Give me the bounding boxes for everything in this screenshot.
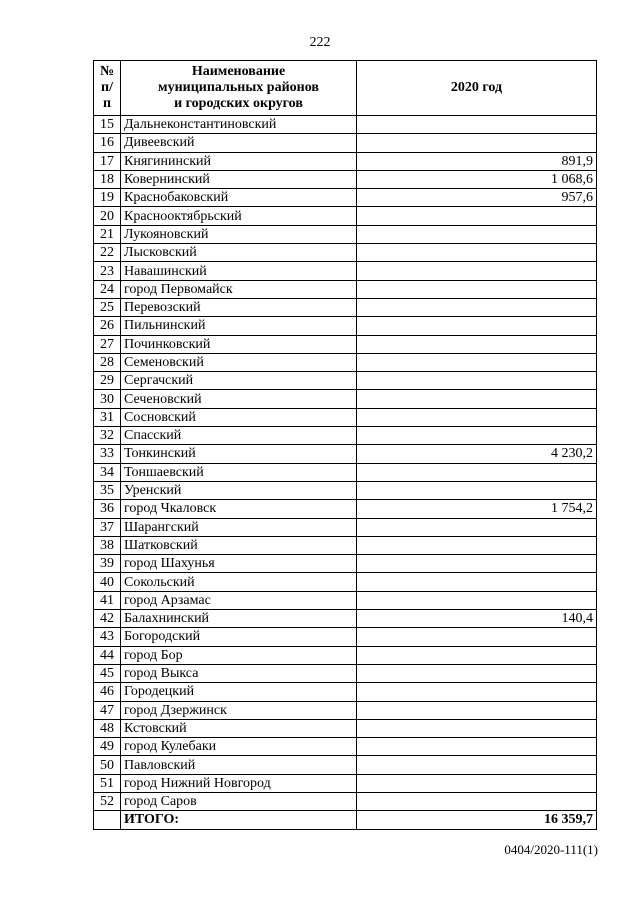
district-name: Спасский: [121, 427, 357, 445]
value-2020: 957,6: [357, 189, 597, 207]
table-row: [94, 792, 597, 810]
row-number: 52: [94, 792, 121, 810]
table-row: [94, 152, 597, 170]
district-name: город Арзамас: [121, 591, 357, 609]
row-number: 31: [94, 408, 121, 426]
value-2020: [357, 683, 597, 701]
row-number: 24: [94, 280, 121, 298]
table-row: [94, 134, 597, 152]
value-2020: [357, 353, 597, 371]
table-row: [94, 353, 597, 371]
table-row: [94, 573, 597, 591]
table-header-row: [94, 61, 597, 116]
district-name: Кстовский: [121, 719, 357, 737]
value-2020: [357, 774, 597, 792]
table-row: [94, 500, 597, 518]
table-row: [94, 738, 597, 756]
table-row: [94, 189, 597, 207]
table-row: [94, 317, 597, 335]
district-name: город Выкса: [121, 664, 357, 682]
value-2020: [357, 298, 597, 316]
value-2020: [357, 738, 597, 756]
row-number: 37: [94, 518, 121, 536]
district-name: Перевозский: [121, 298, 357, 316]
table-row: [94, 518, 597, 536]
table-row: [94, 756, 597, 774]
district-name: Лысковский: [121, 244, 357, 262]
table-row: [94, 536, 597, 554]
table-body: [94, 116, 597, 830]
document-code: 0404/2020-111(1): [504, 842, 598, 857]
district-name: Княгининский: [121, 152, 357, 170]
row-number: 46: [94, 683, 121, 701]
table-row: [94, 280, 597, 298]
value-2020: [357, 244, 597, 262]
header-number-text: № п/п: [99, 64, 115, 111]
table-row: [94, 225, 597, 243]
row-number: 50: [94, 756, 121, 774]
value-2020: [357, 573, 597, 591]
row-number: 44: [94, 646, 121, 664]
value-2020: [357, 262, 597, 280]
value-2020: [357, 335, 597, 353]
value-2020: [357, 628, 597, 646]
table-row: [94, 170, 597, 188]
district-name: Шарангский: [121, 518, 357, 536]
value-2020: [357, 646, 597, 664]
row-number: 30: [94, 390, 121, 408]
row-number: 48: [94, 719, 121, 737]
table-row: [94, 390, 597, 408]
value-2020: [357, 225, 597, 243]
table-row: [94, 408, 597, 426]
table-row: [94, 207, 597, 225]
table-row: [94, 244, 597, 262]
value-2020: [357, 664, 597, 682]
header-year: [357, 61, 597, 116]
value-2020: 1 068,6: [357, 170, 597, 188]
row-number: 23: [94, 262, 121, 280]
district-name: Уренский: [121, 481, 357, 499]
value-2020: [357, 317, 597, 335]
table-row: [94, 719, 597, 737]
district-name: город Саров: [121, 792, 357, 810]
row-number: 45: [94, 664, 121, 682]
district-name: город Нижний Новгород: [121, 774, 357, 792]
district-name: Сосновский: [121, 408, 357, 426]
value-2020: [357, 756, 597, 774]
value-2020: [357, 116, 597, 134]
row-number: 49: [94, 738, 121, 756]
value-2020: [357, 481, 597, 499]
district-name: город Дзержинск: [121, 701, 357, 719]
value-2020: [357, 372, 597, 390]
district-name: Сокольский: [121, 573, 357, 591]
row-number: 21: [94, 225, 121, 243]
table-row: [94, 628, 597, 646]
row-number: 26: [94, 317, 121, 335]
table-row: [94, 610, 597, 628]
district-name: Городецкий: [121, 683, 357, 701]
total-number: [94, 811, 121, 829]
district-name: город Бор: [121, 646, 357, 664]
value-2020: [357, 280, 597, 298]
district-name: Семеновский: [121, 353, 357, 371]
row-number: 17: [94, 152, 121, 170]
row-number: 33: [94, 445, 121, 463]
row-number: 39: [94, 555, 121, 573]
header-number: [94, 61, 121, 116]
district-name: Краснобаковский: [121, 189, 357, 207]
table-row: [94, 298, 597, 316]
table-row: [94, 335, 597, 353]
row-number: 22: [94, 244, 121, 262]
district-name: Починковский: [121, 335, 357, 353]
table-row: [94, 555, 597, 573]
table-row: [94, 372, 597, 390]
row-number: 28: [94, 353, 121, 371]
row-number: 32: [94, 427, 121, 445]
row-number: 36: [94, 500, 121, 518]
value-2020: [357, 518, 597, 536]
district-name: Павловский: [121, 756, 357, 774]
district-name: Сергачский: [121, 372, 357, 390]
table-row: [94, 445, 597, 463]
district-name: Краснооктябрьский: [121, 207, 357, 225]
row-number: 27: [94, 335, 121, 353]
district-name: Балахнинский: [121, 610, 357, 628]
row-number: 51: [94, 774, 121, 792]
table-row: [94, 463, 597, 481]
table-row: [94, 427, 597, 445]
district-name: город Кулебаки: [121, 738, 357, 756]
district-name: город Чкаловск: [121, 500, 357, 518]
district-name: Тонкинский: [121, 445, 357, 463]
district-name: город Шахунья: [121, 555, 357, 573]
table-row: [94, 262, 597, 280]
value-2020: [357, 408, 597, 426]
table-row: [94, 646, 597, 664]
district-name: Ковернинский: [121, 170, 357, 188]
district-name: город Первомайск: [121, 280, 357, 298]
row-number: 25: [94, 298, 121, 316]
value-2020: [357, 719, 597, 737]
total-row: [94, 811, 597, 829]
table-row: [94, 664, 597, 682]
table-row: [94, 774, 597, 792]
value-2020: [357, 463, 597, 481]
district-name: Дивеевский: [121, 134, 357, 152]
value-2020: [357, 207, 597, 225]
header-district-name: [121, 61, 357, 116]
table-row: [94, 591, 597, 609]
row-number: 43: [94, 628, 121, 646]
total-label: ИТОГО:: [121, 811, 357, 829]
value-2020: 1 754,2: [357, 500, 597, 518]
table-row: [94, 116, 597, 134]
total-value: 16 359,7: [357, 811, 597, 829]
table-row: [94, 683, 597, 701]
row-number: 35: [94, 481, 121, 499]
district-name: Дальнеконстантиновский: [121, 116, 357, 134]
allocation-table: [93, 60, 597, 830]
value-2020: [357, 536, 597, 554]
district-name: Навашинский: [121, 262, 357, 280]
table-row: [94, 481, 597, 499]
row-number: 34: [94, 463, 121, 481]
row-number: 42: [94, 610, 121, 628]
district-name: Пильнинский: [121, 317, 357, 335]
row-number: 47: [94, 701, 121, 719]
row-number: 29: [94, 372, 121, 390]
value-2020: [357, 134, 597, 152]
value-2020: 891,9: [357, 152, 597, 170]
row-number: 40: [94, 573, 121, 591]
row-number: 20: [94, 207, 121, 225]
row-number: 16: [94, 134, 121, 152]
row-number: 41: [94, 591, 121, 609]
value-2020: [357, 390, 597, 408]
value-2020: 4 230,2: [357, 445, 597, 463]
value-2020: [357, 591, 597, 609]
district-name: Сеченовский: [121, 390, 357, 408]
value-2020: [357, 427, 597, 445]
row-number: 38: [94, 536, 121, 554]
value-2020: [357, 792, 597, 810]
district-name: Тоншаевский: [121, 463, 357, 481]
header-district-name-text: Наименование муниципальных районов и городских округов: [158, 64, 319, 111]
row-number: 18: [94, 170, 121, 188]
table-row: [94, 701, 597, 719]
value-2020: [357, 701, 597, 719]
district-name: Богородский: [121, 628, 357, 646]
row-number: 15: [94, 116, 121, 134]
district-name: Лукояновский: [121, 225, 357, 243]
value-2020: [357, 555, 597, 573]
value-2020: 140,4: [357, 610, 597, 628]
header-year-text: 2020 год: [450, 80, 503, 95]
page-number: 222: [309, 35, 331, 50]
district-name: Шатковский: [121, 536, 357, 554]
row-number: 19: [94, 189, 121, 207]
